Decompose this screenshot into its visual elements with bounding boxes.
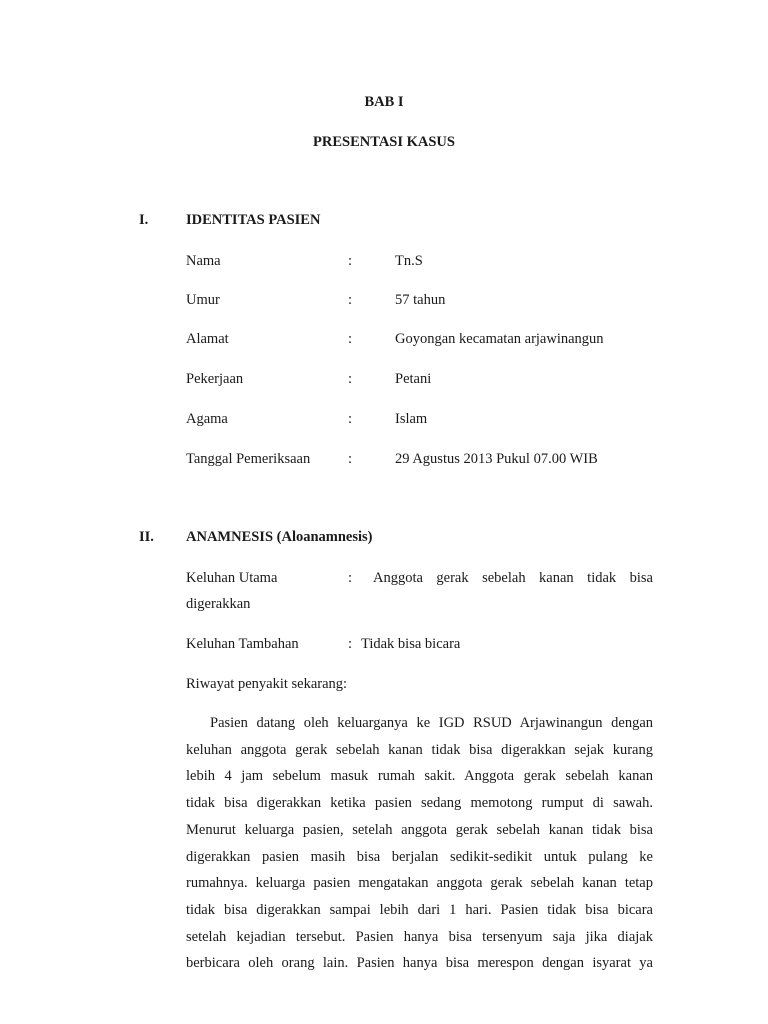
chapter-heading: BAB I (364, 94, 404, 110)
riwayat-paragraph (186, 710, 653, 977)
keluhan-utama-colon: : (348, 570, 353, 586)
paragraph-line: berbicara oleh orang lain. Pasien hanya bisa merespon dengan isyarat ya (186, 955, 653, 972)
paragraph-line: keluhan anggota gerak sebelah kanan tidak bisa digerakkan sejak kurang (186, 741, 653, 758)
paragraph-line: rumahnya. keluarga pasien mengatakan anggota gerak sebelah kanan tetap (186, 875, 653, 892)
identity-value: 29 Agustus 2013 Pukul 07.00 WIB (395, 451, 598, 467)
paragraph-line: lebih 4 jam sebelum masuk rumah sakit. Anggota gerak sebelah kanan (186, 768, 653, 785)
section-number-1: I. (139, 212, 149, 228)
section-number-2: II. (139, 529, 154, 545)
identity-value: Islam (395, 411, 428, 427)
paragraph-line: Menurut keluarga pasien, setelah anggota gerak sebelah kanan tidak bisa (186, 821, 653, 838)
paragraph-line: Pasien datang oleh keluarganya ke IGD RSUD Arjawinangun dengan (210, 715, 653, 731)
keluhan-tambahan-value: Tidak bisa bicara (361, 636, 461, 652)
document-title: PRESENTASI KASUS (313, 134, 455, 150)
identity-label: Nama (186, 253, 221, 269)
identity-label: Pekerjaan (186, 371, 244, 387)
identity-label: Alamat (186, 331, 229, 347)
paragraph-line: setelah kejadian tersebut. Pasien hanya bisa tersenyum saja jika diajak (186, 928, 653, 945)
identity-label: Umur (186, 292, 220, 308)
paragraph-line: digerakkan pasien masih bisa berjalan sedikit-sedikit untuk pulang ke (186, 848, 653, 865)
identity-value: Goyongan kecamatan arjawinangun (395, 331, 604, 347)
section-title-identitas: IDENTITAS PASIEN (186, 212, 321, 228)
paragraph-line: tidak bisa digerakkan sampai lebih dari 1 hari. Pasien tidak bisa bicara (186, 901, 653, 918)
keluhan-tambahan-colon: : (348, 636, 353, 652)
identity-value: Petani (395, 371, 432, 387)
identity-label: Agama (186, 411, 228, 427)
paragraph-line: tidak bisa digerakkan ketika pasien sedang memotong rumput di sawah. (186, 795, 653, 812)
identity-value: 57 tahun (395, 292, 446, 308)
identity-colon: : (348, 371, 353, 387)
keluhan-utama-value: Anggota gerak sebelah kanan tidak bisa (373, 570, 653, 586)
keluhan-tambahan-label: Keluhan Tambahan (186, 636, 299, 652)
identity-label: Tanggal Pemeriksaan (186, 451, 311, 467)
keluhan-utama-value-cont: digerakkan (186, 596, 251, 612)
keluhan-utama-label: Keluhan Utama (186, 570, 278, 586)
identity-colon: : (348, 253, 353, 269)
identity-colon: : (348, 292, 353, 308)
identity-colon: : (348, 411, 353, 427)
riwayat-label: Riwayat penyakit sekarang: (186, 676, 348, 692)
identity-colon: : (348, 331, 353, 347)
identity-colon: : (348, 451, 353, 467)
section-title-anamnesis: ANAMNESIS (Aloanamnesis) (186, 529, 373, 545)
identity-value: Tn.S (395, 253, 423, 269)
